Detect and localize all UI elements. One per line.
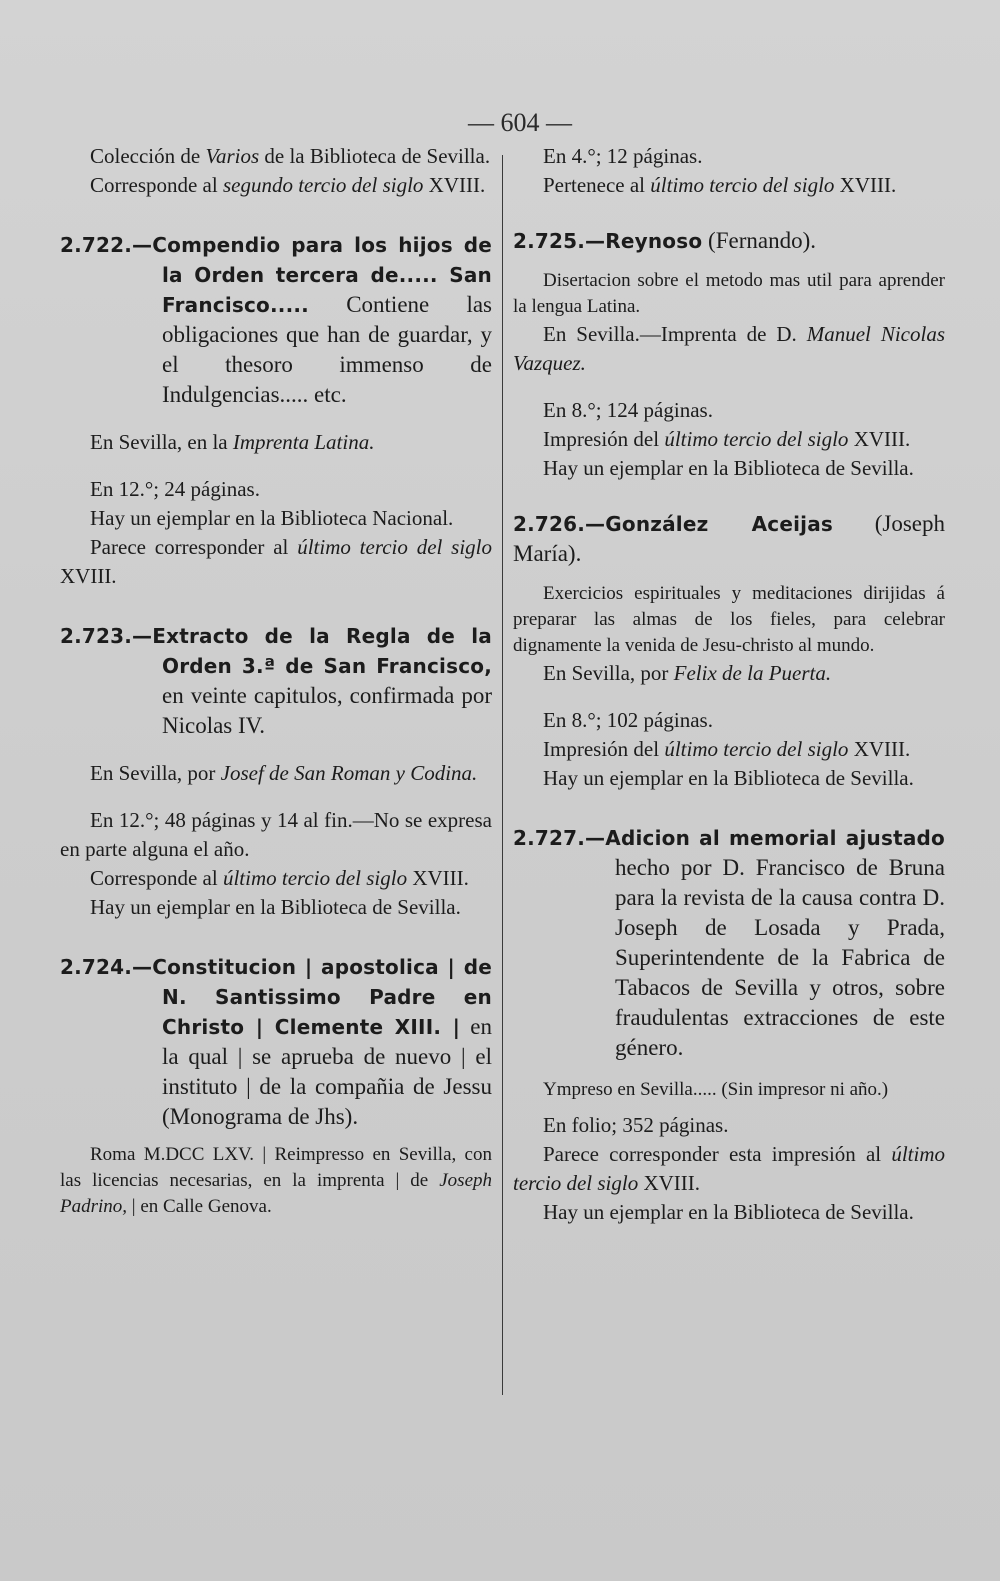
entry-title: 2.723.—Extracto de la Regla de la Orden 3.ª de San Francisco, en veinte capitulos, confirmada por Nicolas IV. — [60, 624, 492, 738]
entry-copy: Hay un ejemplar en la Biblioteca de Sevilla. — [543, 456, 914, 480]
entry-title: 2.727.—Adicion al memorial ajustado hecho por D. Francisco de Bruna para la revista de la causa contra D. Joseph de Losada y Prada, Superintendente de la Fabrica de Tabacos de Sevilla y otros, sobre fraudulentas extracciones de este género. — [513, 826, 945, 1060]
entry-2722 — [60, 230, 492, 591]
entry-format: En 8.°; 124 páginas. — [543, 398, 713, 422]
entry-date: Corresponde al último tercio del siglo XVIII. — [90, 866, 469, 890]
intro-date: Corresponde al segundo tercio del siglo XVIII. — [90, 173, 486, 197]
entry-2723 — [60, 621, 492, 922]
entry-description: Exercicios espirituales y meditaciones dirijidas á preparar las almas de los fieles, para celebrar dignamente la venida de Jesu-christo al mundo. — [513, 583, 945, 656]
column-divider — [502, 155, 503, 1395]
entry-imprint: Roma M.DCC LXV. | Reimpresso en Sevilla, con las licencias necesarias, en la imprenta | de Joseph Padrino, | en Calle Genova. — [60, 1144, 493, 1217]
entry-title: 2.724.—Constitucion | apostolica | de N. Santissimo Padre en Christo | Clemente XIII. | en la qual | se aprueba de nuevo | el instituto | de la compañia de Jessu (Monograma de Jhs). — [60, 955, 493, 1129]
intro-format: En 4.°; 12 páginas. — [543, 144, 703, 168]
entry-description: Disertacion sobre el metodo mas util para aprender la lengua Latina. — [513, 270, 945, 317]
entry-date: Parece corresponder esta impresión al último tercio del siglo XVIII. — [513, 1142, 946, 1195]
entry-imprint: Ympreso en Sevilla..... (Sin impresor ni año.) — [543, 1079, 889, 1100]
entry-imprint: En Sevilla.—Imprenta de D. Manuel Nicolas Vazquez. — [513, 322, 945, 375]
entry-format: En 12.°; 24 páginas. — [90, 477, 260, 501]
entry-title: 2.722.—Compendio para los hijos de la Orden tercera de..... San Francisco..... Contiene las obligaciones que han de guardar, y el thesoro immenso de Indulgencias..... etc. — [60, 233, 493, 407]
intro-date: Pertenece al último tercio del siglo XVIII. — [543, 173, 897, 197]
entry-2726 — [513, 509, 945, 793]
entry-format: En 12.°; 48 páginas y 14 al fin.—No se expresa en parte alguna el año. — [60, 808, 492, 861]
entry-copy: Hay un ejemplar en la Biblioteca Nacional. — [90, 506, 454, 530]
entry-copy: Hay un ejemplar en la Biblioteca de Sevilla. — [543, 1200, 914, 1224]
right-column — [513, 142, 945, 1227]
intro-collection: Colección de Varios de la Biblioteca de Sevilla. — [90, 144, 491, 168]
left-column — [60, 142, 492, 1220]
entry-imprint: En Sevilla, por Josef de San Roman y Codina. — [90, 761, 478, 785]
entry-2727 — [513, 823, 945, 1227]
entry-date: Impresión del último tercio del siglo XVIII. — [543, 427, 911, 451]
page-number: — 604 — — [468, 108, 572, 137]
entry-2725 — [513, 226, 945, 483]
entry-copy: Hay un ejemplar en la Biblioteca de Sevilla. — [543, 766, 914, 790]
entry-imprint: En Sevilla, por Felix de la Puerta. — [543, 661, 832, 685]
entry-title: 2.726.—González Aceijas (Joseph María). — [513, 511, 945, 566]
entry-2724 — [60, 952, 492, 1220]
entry-imprint: En Sevilla, en la Imprenta Latina. — [90, 430, 375, 454]
entry-format: En folio; 352 páginas. — [543, 1113, 729, 1137]
entry-title: 2.725.—Reynoso (Fernando). — [513, 228, 816, 253]
entry-date: Parece corresponder al último tercio del siglo XVIII. — [60, 535, 493, 588]
entry-date: Impresión del último tercio del siglo XVIII. — [543, 737, 911, 761]
entry-copy: Hay un ejemplar en la Biblioteca de Sevilla. — [90, 895, 461, 919]
entry-format: En 8.°; 102 páginas. — [543, 708, 713, 732]
